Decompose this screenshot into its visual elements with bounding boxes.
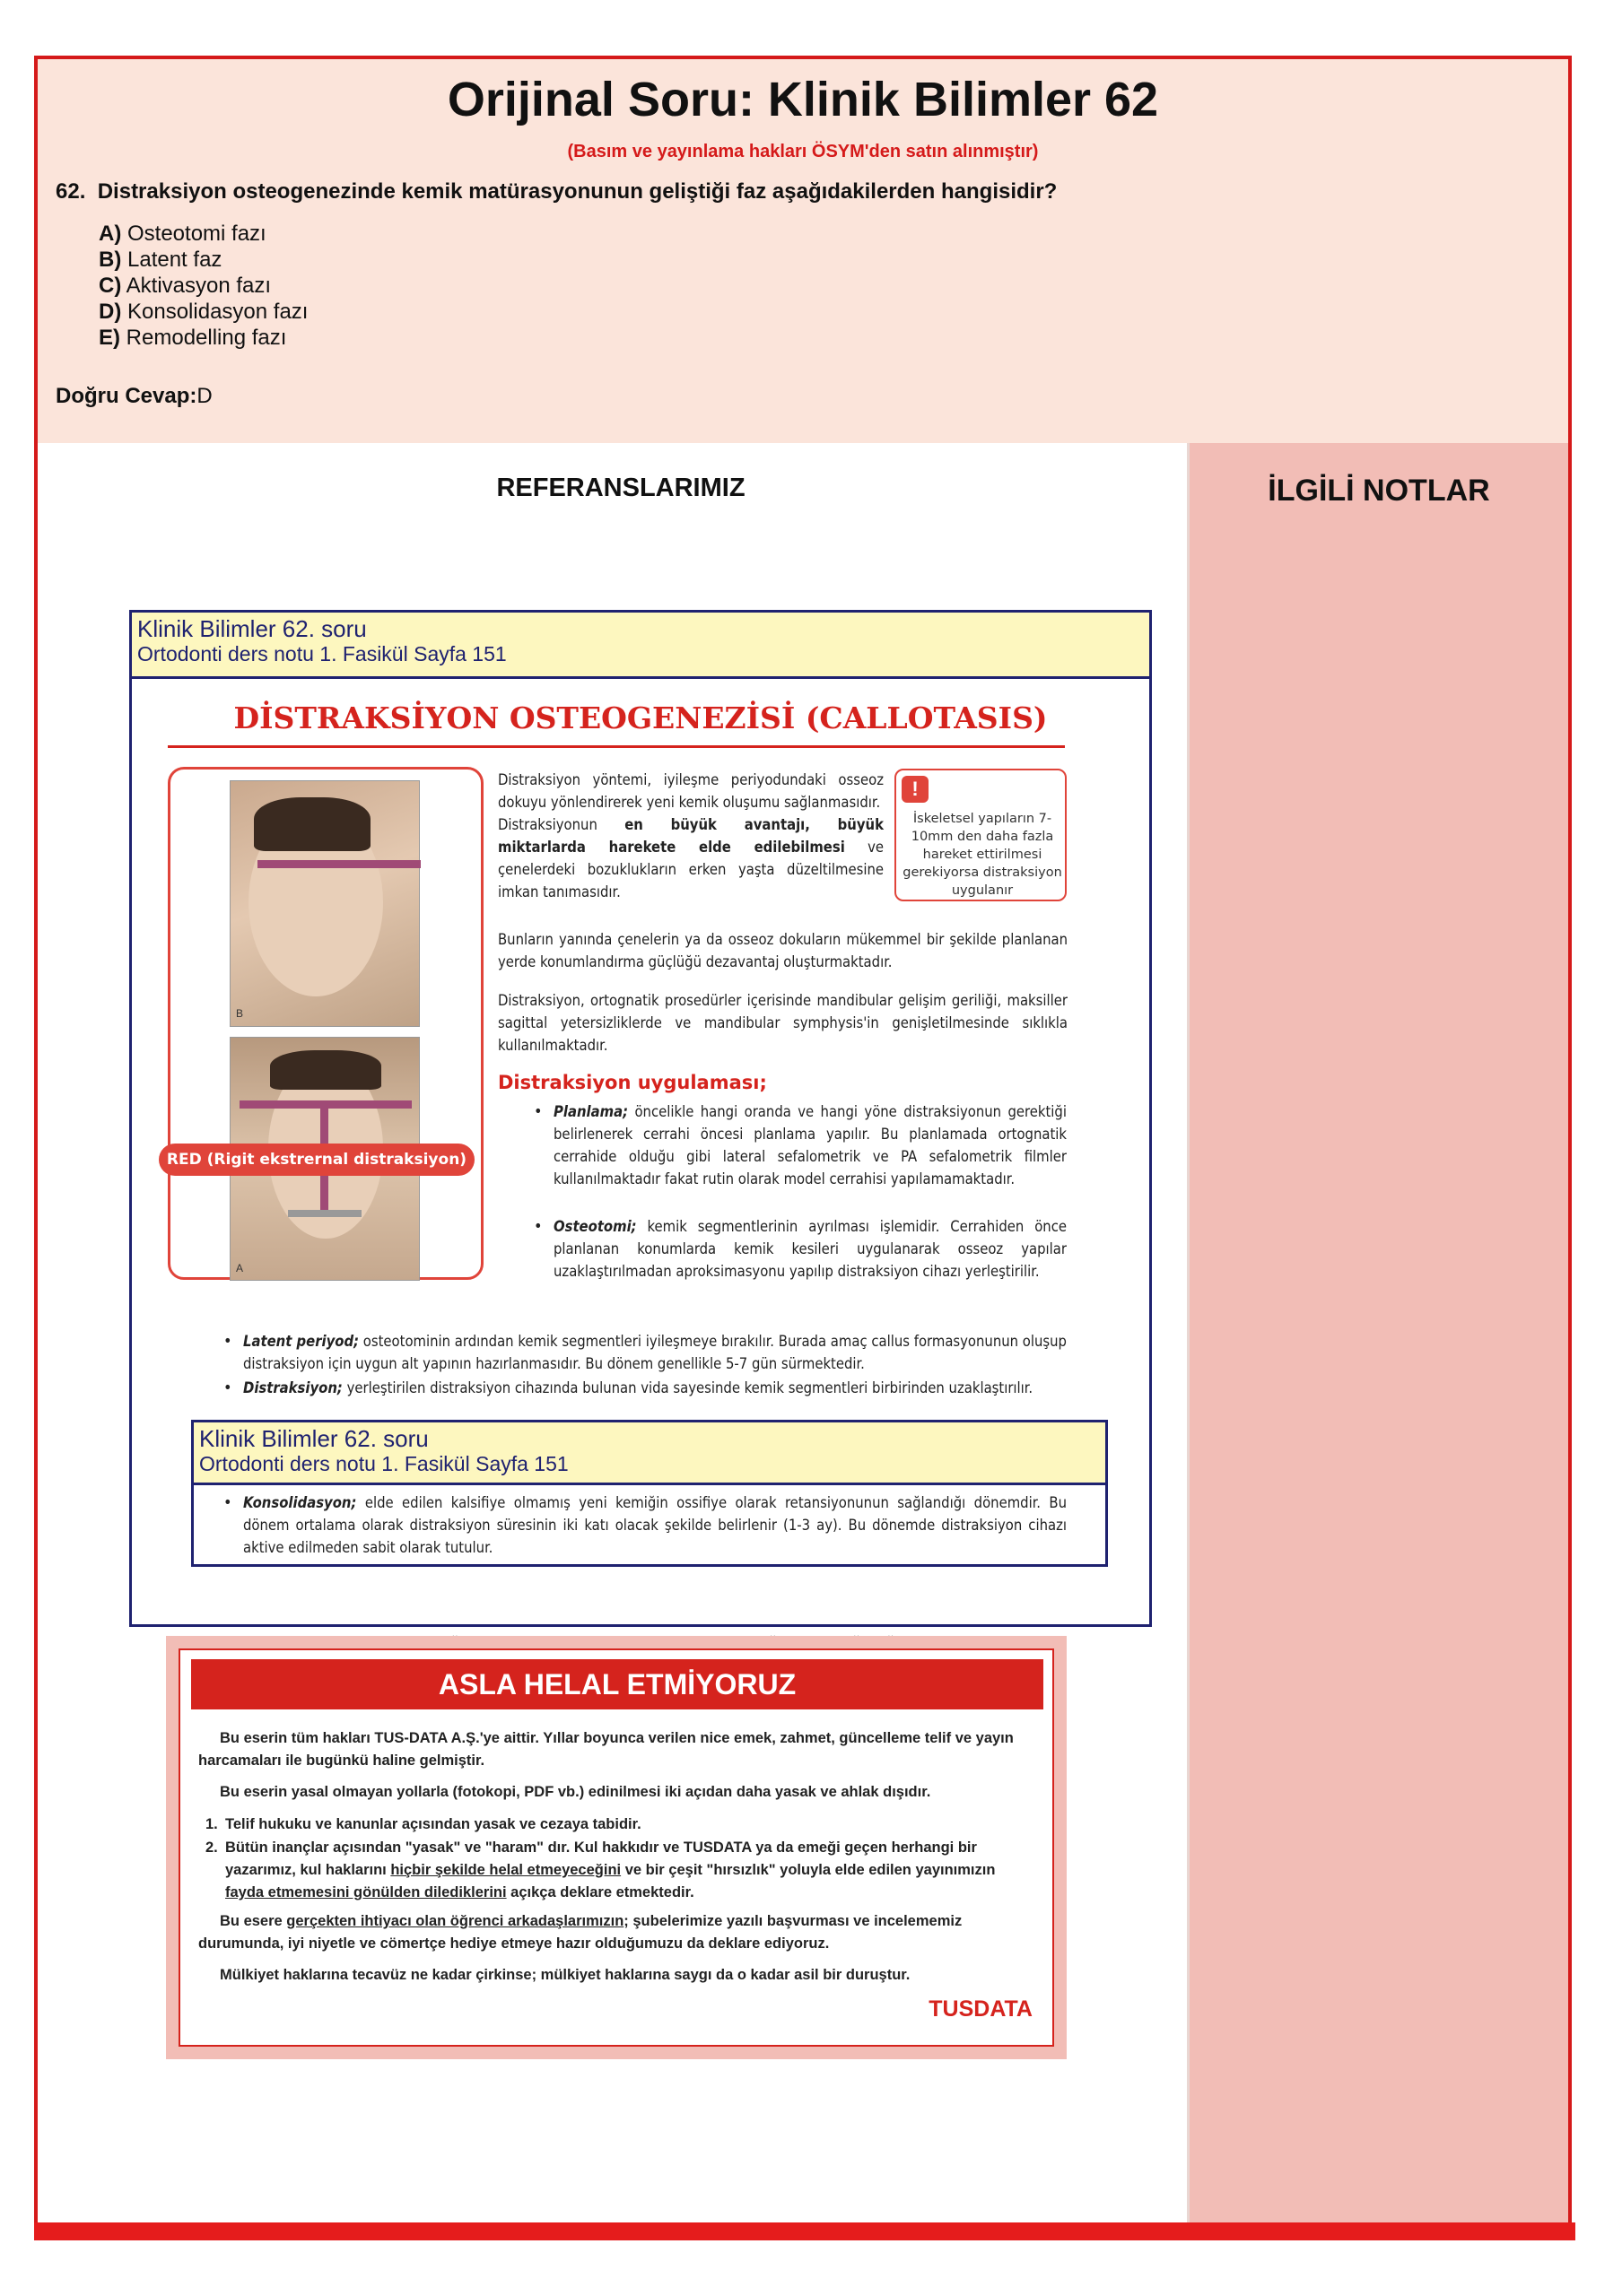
bullet-text: yerleştirilen distraksiyon cihazında bulunan vida sayesinde kemik segmentleri birbirinden uzaklaştırılır. [342,1379,1033,1396]
application-heading: Distraksiyon uygulaması; [498,1072,767,1093]
option-letter: B) [99,248,122,272]
advantage-bold: en büyük avantajı, büyük miktarlarda harekete elde edilebilmesi [498,816,884,856]
bullet-glyph: • [223,1378,232,1397]
bullet-term: Planlama; [554,1103,629,1120]
notice-paragraph-2: Bu eserin yasal olmayan yollarla (fotokopi, PDF vb.) edinilmesi iki açıdan daha yasak ve ahlak dışıdır. [220,1784,931,1800]
reference-label-line1: Klinik Bilimler 62. soru [137,615,367,642]
option-text: Remodelling fazı [126,326,287,350]
option-text: Aktivasyon fazı [126,274,272,298]
item-underline-2: fayda etmemesini gönülden dilediklerini [225,1884,507,1900]
option-c[interactable] [99,273,308,299]
option-text: Latent faz [127,248,222,272]
copyright-notice [166,1636,1067,2059]
reference-label-top [132,613,1149,679]
p3-suffix: ; şubelerimize yazılı başvurması ve incelememiz durumunda, iyi niyetle ve cömertçe hediye etmeye hazır olduğumuzu da deklare ediyoruz. [198,1913,963,1952]
bullet-term: Konsolidasyon; [243,1494,357,1511]
notice-heading: ASLA HELAL ETMİYORUZ [191,1659,1043,1709]
option-a[interactable] [99,221,308,247]
bullet-glyph: • [534,1217,543,1236]
question-text [56,179,1057,204]
advantage-prefix: Distraksiyonun [498,816,625,833]
reference-document [129,610,1152,1627]
item-text-a: Bütün inançlar açısından "yasak" ve "haram" dır. Kul hakkıdır ve TUSDATA ya da emeği geçen herhangi bir yazarımız, kul haklarını [225,1839,977,1878]
bullet-text: öncelikle hangi oranda ve hangi yöne distraksiyonun gerektiği belirlenerek cerrahi öncesi planlama yapılır. Bu planlamada ortognatik cerrahide olduğu gibi lateral sefalometrik ve PA sefalometrik filmler kullanılmaktadır fakat rutin olarak model cerrahisi yapılamamaktadır. [554,1103,1067,1187]
option-letter: E) [99,326,120,350]
bullet-term: Distraksiyon; [243,1379,343,1396]
disadvantage-paragraph: Bunların yanında çenelerin ya da osseoz dokuların mükemmel bir şekilde planlanan yerde konumlandırma güçlüğü dezavantaj oluşturmaktadır. [498,931,1068,970]
p3-underline: gerçekten ihtiyacı olan öğrenci arkadaşlarımızın [286,1913,624,1929]
bottom-red-bar [34,2222,1575,2240]
hair-shape [270,1050,381,1090]
question-number: 62. [56,179,86,204]
intro-paragraph [498,769,884,903]
notice-item-1 [205,1813,1038,1836]
bullet-glyph: • [223,1332,232,1351]
option-text: Osteotomi fazı [127,222,266,246]
hair-shape [254,797,371,851]
photo-caption: RED (Rigit ekstrernal distraksiyon) [159,1144,475,1176]
item-underline-1: hiçbir şekilde helal etmeyeceğini [390,1862,622,1878]
option-letter: A) [99,222,122,246]
option-text: Konsolidasyon fazı [127,300,309,324]
title-divider [168,745,1065,748]
p3-prefix: Bu esere [220,1913,287,1929]
warning-text: İskeletsel yapıların 7-10mm den daha fazla hareket ettirilmesi gerekiyorsa distraksiyon uygulanır [903,812,1062,898]
item-text-b: ve bir çeşit "hırsızlık" yoluyla elde edilen yayınımızın [621,1862,996,1878]
warning-icon: ! [902,776,929,803]
item-text-c: açıkça deklare etmektedir. [506,1884,694,1900]
references-heading: REFERANSLARIMIZ [496,474,746,502]
reference-label-line1: Klinik Bilimler 62. soru [199,1425,429,1452]
related-notes-heading: İLGİLİ NOTLAR [1268,474,1490,508]
answer-value: D [196,384,213,408]
intro-definition: Distraksiyon yöntemi, iyileşme periyodundaki osseoz dokuyu yönlendirerek yeni kemik oluşumu sağlanmasıdır. [498,771,884,811]
option-b[interactable] [99,247,308,273]
item-text: Telif hukuku ve kanunlar açısından yasak ve cezaya tabidir. [225,1816,641,1832]
option-e[interactable] [99,325,308,351]
profile-photo [230,780,420,1027]
notice-item-2 [205,1837,1038,1904]
notice-paragraph-3 [198,1910,1038,1955]
copyright-subtitle: (Basım ve yayınlama hakları ÖSYM'den satın alınmıştır) [567,142,1039,161]
photo-label-b: B [236,1007,244,1020]
bullet-planning [534,1100,1067,1190]
item-number: 2. [205,1839,218,1856]
bullet-glyph: • [534,1102,543,1121]
option-d[interactable] [99,299,308,325]
bullet-term: Latent periyod; [243,1333,360,1350]
question-section [38,59,1568,443]
bullet-latent [223,1330,1067,1375]
related-notes-column [1187,443,1568,2240]
notice-inner [179,1648,1054,2047]
answer-label: Doğru Cevap: [56,384,197,408]
distractor-mouth-bar [288,1210,362,1217]
reference-label-bottom [194,1422,1105,1485]
bullet-text: osteotominin ardından kemik segmentleri iyileşmeye bırakılır. Burada amaç callus formasyonunun oluşup distraksiyon için uygun alt yapının hazırlanmasıdır. Bu dönem genellikle 5-7 gün sürmektedir. [243,1333,1067,1372]
brand-signature: TUSDATA [929,1996,1033,2022]
document-title: DİSTRAKSİYON OSTEOGENEZİSİ (CALLOTASIS) [233,700,1048,735]
notice-paragraph-1: Bu eserin tüm hakları TUS-DATA A.Ş.'ye aittir. Yıllar boyunca verilen nice emek, zahmet, güncelleme telif ve yayın harcamaları ile bugünkü haline gelmiştir. [198,1730,1014,1769]
bullet-text: kemik segmentlerinin ayrılması işlemidir. Cerrahiden önce planlanan konumlarda kemik kesileri uygulanarak osseoz yapılar uzaklaştırılmadan aproksimasyonu yapılıp distraksiyon cihazı yerleştirilir. [554,1218,1067,1280]
advantage-suffix: ve çenelerdeki bozuklukların erken yaşta düzeltilmesine imkan tanımasıdır. [498,839,884,900]
question-title: Orijinal Soru: Klinik Bilimler 62 [447,73,1159,126]
option-letter: D) [99,300,122,324]
bullet-consolidation [223,1492,1067,1559]
item-number: 1. [205,1816,218,1832]
bullet-distraction [223,1377,1067,1400]
warning-box [894,769,1067,901]
answer-options [99,221,308,351]
reference-label-line2: Ortodonti ders notu 1. Fasikül Sayfa 151 [199,1452,569,1475]
bullet-glyph: • [223,1493,232,1512]
question-body: Distraksiyon osteogenezinde kemik matürasyonunun geliştiği faz aşağıdakilerden hangisidir? [97,179,1058,204]
photo-label-a: A [236,1262,244,1274]
bullet-osteotomy [534,1215,1067,1283]
bullet-term: Osteotomi; [554,1218,637,1235]
photo-panel [168,767,484,1280]
bullet-text: elde edilen kalsifiye olmamış yeni kemiğin ossifiye olarak retansiyonunun sağlandığı dönemdir. Bu dönem ortalama olarak distraksiyon süresinin iki katı olacak şekilde belirlenir (1-3 ay). Bu dönemde distraksiyon cihazı aktive edilmeden sabit olarak tutulur. [243,1494,1067,1556]
usage-paragraph: Distraksiyon, ortognatik prosedürler içerisinde mandibular gelişim geriliği, maksiller sagittal yetersizliklerde ve mandibular symphysis'in genişletilmesinde sıklıkla kullanılmaktadır. [498,992,1068,1054]
distractor-bar [257,860,421,868]
correct-answer [56,384,213,409]
reference-label-line2: Ortodonti ders notu 1. Fasikül Sayfa 151 [137,642,507,665]
notice-paragraph-4: Mülkiyet haklarına tecavüz ne kadar çirkinse; mülkiyet haklarına saygı da o kadar asil bir duruştur. [220,1967,911,1983]
option-letter: C) [99,274,122,298]
page-frame [34,56,1572,2237]
